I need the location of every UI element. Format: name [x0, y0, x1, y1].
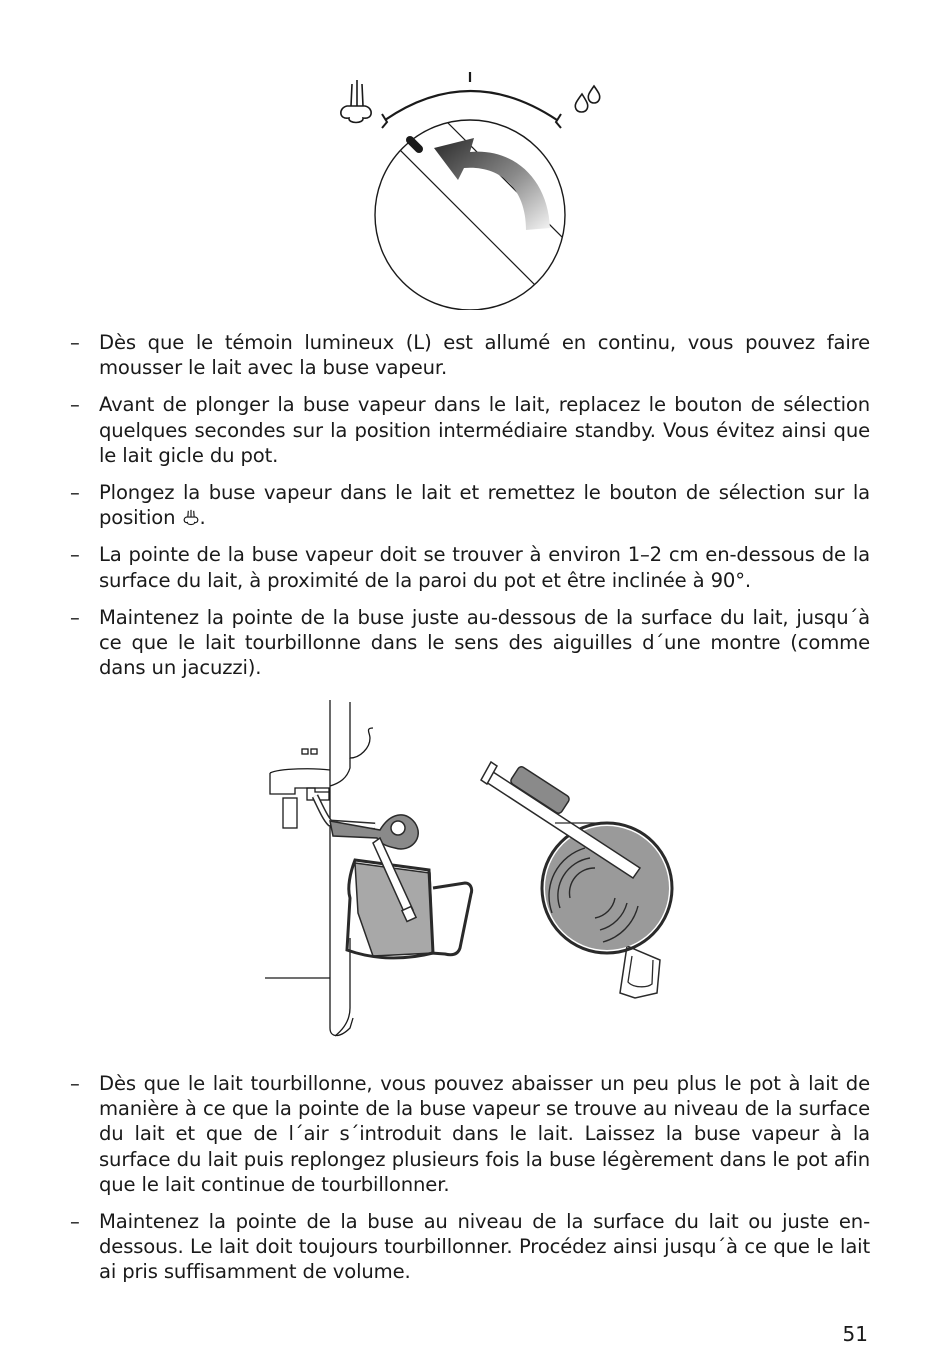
list-item: – Avant de plonger la buse vapeur dans le lait, replacez le bouton de sélection quelques secondes sur la position intermédiaire standby. Vous évitez ainsi que le lait gicle du pot.: [70, 392, 870, 468]
list-item: – Maintenez la pointe de la buse au niveau de la surface du lait ou juste en-dessous. Le lait doit toujours tourbillonner. Procédez ainsi jusqu´à ce que le lait ai pris suffisamment de volume.: [70, 1209, 870, 1285]
water-drops-icon: [575, 86, 600, 112]
instruction-list-bottom: [70, 1071, 870, 1297]
list-item: – Dès que le lait tourbillonne, vous pouvez abaisser un peu plus le pot à lait de manière à ce que la pointe de la buse vapeur se trouve au niveau de la surface du lait et que de l´air s´introduit dans le lait. Laissez la buse vapeur à la surface du lait puis replongez plusieurs fois la buse légèrement dans le pot afin que le lait continue de tourbillonner.: [70, 1071, 870, 1197]
jug-top-view-icon: [481, 762, 672, 998]
list-item: – Maintenez la pointe de la buse juste au-dessous de la surface du lait, jusqu´à ce que le lait tourbillonne dans le sens des aiguilles d´une montre (comme dans un jacuzzi).: [70, 605, 870, 681]
list-item: – Plongez la buse vapeur dans le lait et remettez le bouton de sélection sur la position .: [70, 480, 870, 530]
selector-knob-figure: [330, 70, 620, 310]
list-item: – La pointe de la buse vapeur doit se trouver à environ 1–2 cm en-dessous de la surface du lait, à proximité de la paroi du pot et être inclinée à 90°.: [70, 542, 870, 592]
list-item: – Dès que le témoin lumineux (L) est allumé en continu, vous pouvez faire mousser le lait avec la buse vapeur.: [70, 330, 870, 380]
steam-wand-figure: [255, 698, 695, 1048]
steam-symbol-icon: [341, 80, 371, 123]
page-number: 51: [842, 1322, 868, 1346]
steam-symbol-icon: [182, 509, 200, 527]
instruction-list-top: [70, 330, 870, 692]
dial-scale-arc: [385, 91, 557, 120]
